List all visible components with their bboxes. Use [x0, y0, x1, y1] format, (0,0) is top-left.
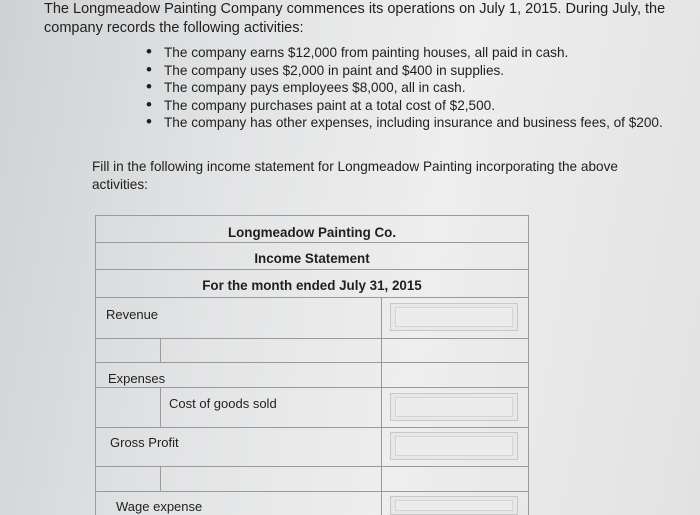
income-statement-table	[95, 215, 529, 515]
statement-period: For the month ended July 31, 2015	[202, 278, 422, 293]
list-item: • The company purchases paint at a total cost of $2,500.	[146, 97, 666, 115]
list-item: • The company earns $12,000 from painting houses, all paid in cash.	[146, 44, 666, 62]
divider	[96, 269, 528, 270]
statement-title: Income Statement	[254, 251, 370, 266]
divider	[96, 362, 528, 363]
cogs-label: Cost of goods sold	[169, 396, 277, 411]
problem-intro: The Longmeadow Painting Company commences its operations on July 1, 2015. During July, the company records the following activities:	[44, 1, 666, 36]
revenue-label: Revenue	[106, 307, 159, 322]
divider	[160, 338, 161, 362]
divider	[160, 387, 161, 427]
activities-list	[146, 44, 666, 132]
divider	[96, 242, 528, 243]
company-name: Longmeadow Painting Co.	[227, 225, 397, 240]
revenue-amount-input[interactable]	[390, 303, 518, 331]
gross-profit-label: Gross Profit	[110, 435, 179, 450]
divider	[160, 466, 161, 491]
instructions: Fill in the following income statement for Longmeadow Painting incorporating the above activities:	[92, 159, 618, 192]
list-item: • The company pays employees $8,000, all in cash.	[146, 79, 666, 97]
divider	[96, 427, 528, 428]
divider	[96, 215, 528, 216]
wage-expense-label: Wage expense	[116, 499, 203, 514]
wage-expense-amount-input[interactable]	[390, 496, 518, 515]
gross-profit-amount-input[interactable]	[390, 432, 518, 460]
list-item: • The company has other expenses, including insurance and business fees, of $200.	[146, 114, 666, 132]
cogs-amount-input[interactable]	[390, 393, 518, 421]
list-item: • The company uses $2,000 in paint and $400 in supplies.	[146, 62, 666, 80]
divider	[381, 297, 382, 515]
expenses-label: Expenses	[108, 371, 166, 386]
divider	[96, 297, 528, 298]
divider	[96, 491, 528, 492]
